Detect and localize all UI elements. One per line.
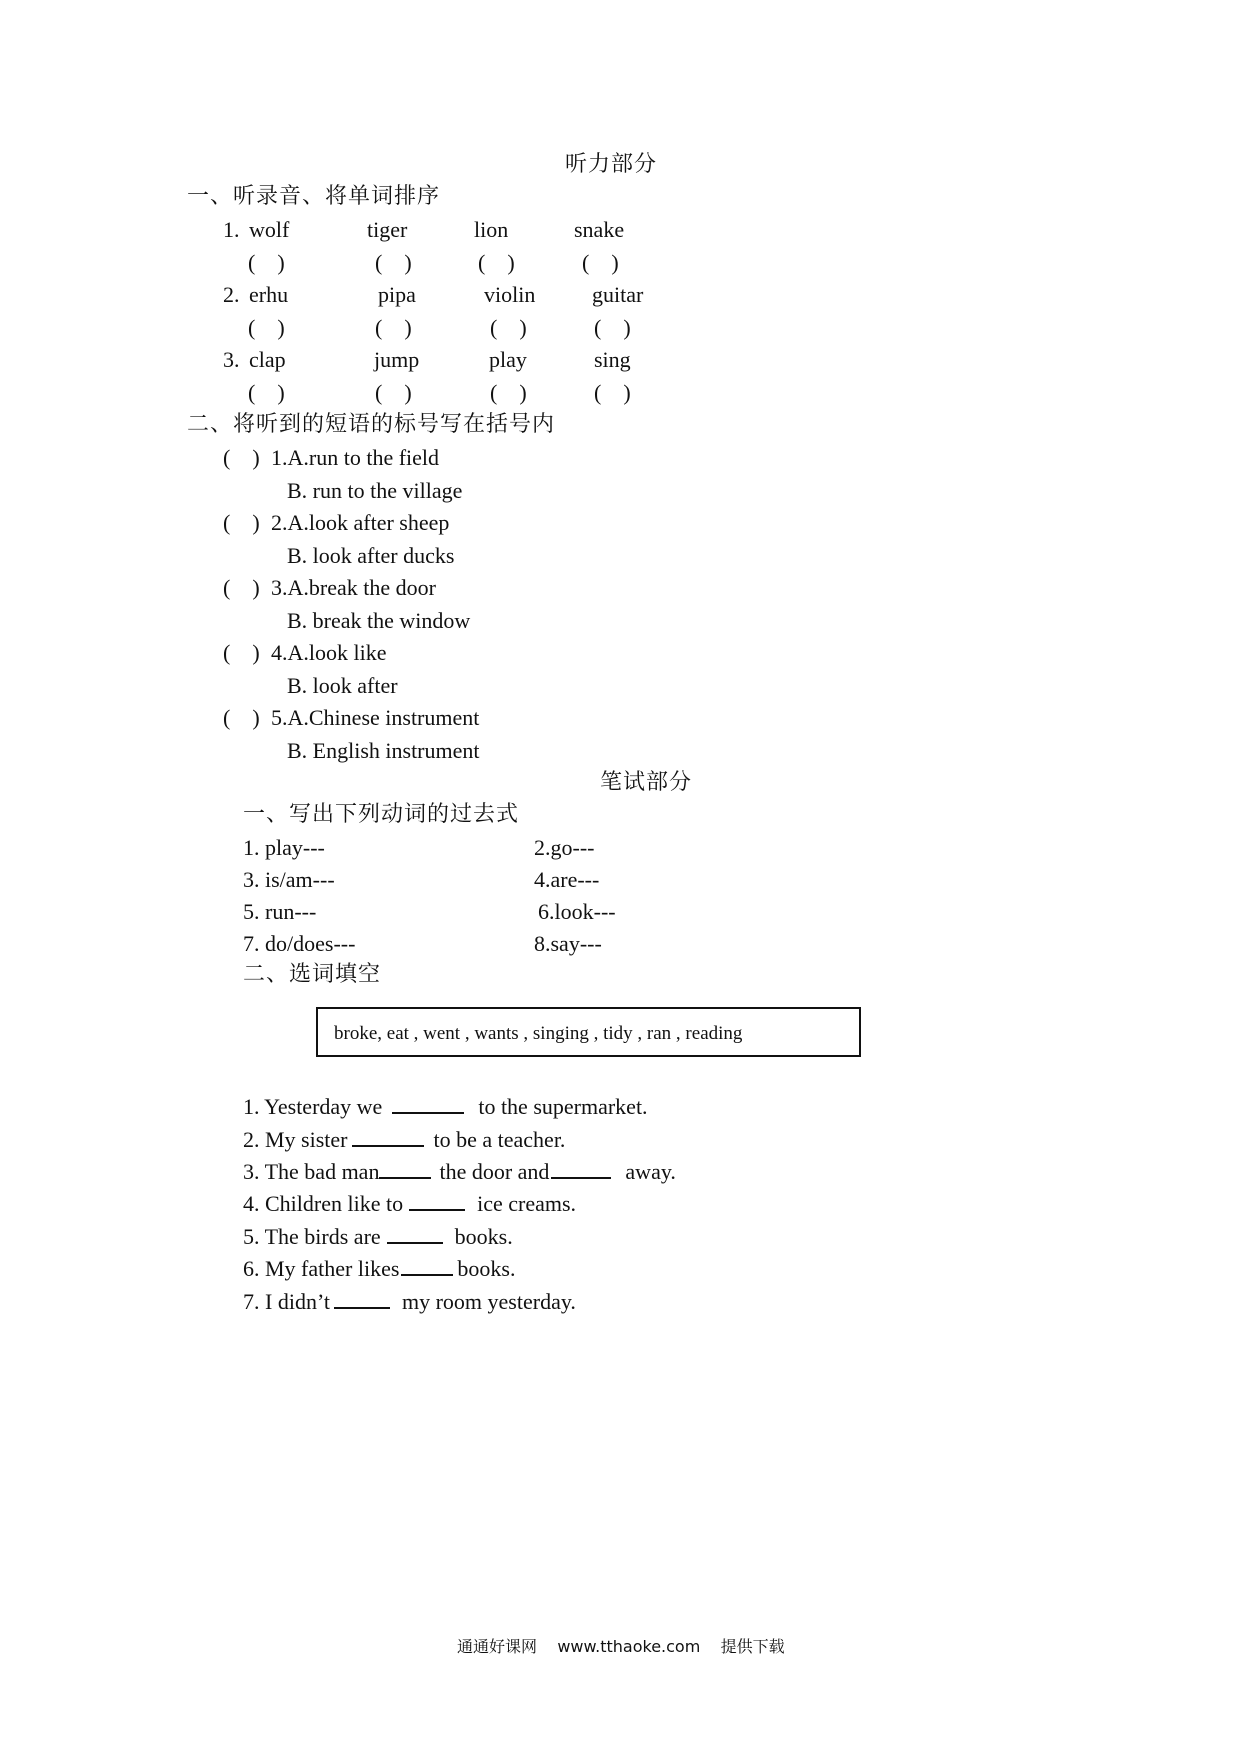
listening-title: 听力部分 xyxy=(565,152,658,177)
answer-blank xyxy=(379,1157,431,1179)
answer-blank xyxy=(409,1189,465,1211)
row2-word-4: guitar xyxy=(592,282,644,307)
sentence-3-end: away. xyxy=(625,1159,676,1184)
row2-word-3: violin xyxy=(484,282,536,307)
row1-word-3: lion xyxy=(474,217,509,242)
answer-paren: ( ) xyxy=(248,380,285,405)
sentence-5 xyxy=(243,1222,513,1250)
answer-blank xyxy=(387,1222,443,1244)
row3-word-1: clap xyxy=(249,347,286,372)
answer-blank xyxy=(352,1125,424,1147)
answer-paren: ( ) xyxy=(223,445,260,470)
answer-paren: ( ) xyxy=(248,315,285,340)
sentence-1-start: 1. Yesterday we xyxy=(243,1094,383,1119)
answer-paren: ( ) xyxy=(594,315,631,340)
answer-paren: ( ) xyxy=(375,250,412,275)
answer-paren: ( ) xyxy=(490,315,527,340)
word-bank-box xyxy=(316,1007,861,1057)
phrase-2-option-a: 2.A.look after sheep xyxy=(271,510,450,535)
answer-paren: ( ) xyxy=(594,380,631,405)
answer-paren: ( ) xyxy=(223,705,260,730)
sentence-3-start: 3. The bad man xyxy=(243,1159,380,1184)
row2-word-1: erhu xyxy=(249,282,289,307)
sentence-2-end: to be a teacher. xyxy=(433,1127,566,1152)
row2-word-2: pipa xyxy=(378,282,416,307)
row3-number: 3. xyxy=(223,347,240,372)
sentence-7 xyxy=(243,1287,576,1315)
verb-item-7: 7. do/does--- xyxy=(243,931,356,956)
answer-blank xyxy=(551,1157,611,1179)
sentence-6-start: 6. My father likes xyxy=(243,1256,400,1281)
sentence-4-start: 4. Children like to xyxy=(243,1191,404,1216)
sentence-1 xyxy=(243,1092,648,1120)
row2-number: 2. xyxy=(223,282,240,307)
written-section2-heading: 二、选词填空 xyxy=(243,962,382,987)
sentence-3 xyxy=(243,1157,676,1185)
sentence-7-start: 7. I didn’t xyxy=(243,1289,330,1314)
answer-paren: ( ) xyxy=(490,380,527,405)
sentence-4 xyxy=(243,1189,576,1217)
row1-word-2: tiger xyxy=(367,217,408,242)
written-title: 笔试部分 xyxy=(600,770,693,795)
sentence-5-start: 5. The birds are xyxy=(243,1224,381,1249)
answer-paren: ( ) xyxy=(375,380,412,405)
answer-paren: ( ) xyxy=(248,250,285,275)
sentence-5-end: books. xyxy=(454,1224,513,1249)
footer-text: 通通好课网 www.tthaoke.com 提供下载 xyxy=(457,1637,785,1656)
verb-item-3: 3. is/am--- xyxy=(243,867,335,892)
sentence-6-end: books. xyxy=(457,1256,516,1281)
row3-word-4: sing xyxy=(594,347,631,372)
sentence-7-end: my room yesterday. xyxy=(401,1289,576,1314)
sentence-6 xyxy=(243,1254,515,1282)
answer-paren: ( ) xyxy=(223,640,260,665)
verb-item-1: 1. play--- xyxy=(243,835,325,860)
answer-paren: ( ) xyxy=(375,315,412,340)
sentence-3-middle: the door and xyxy=(439,1159,550,1184)
phrase-2-option-b: B. look after ducks xyxy=(287,543,455,568)
sentence-4-end: ice creams. xyxy=(477,1191,577,1216)
listening-section1-heading: 一、听录音、将单词排序 xyxy=(187,184,441,209)
verb-item-5: 5. run--- xyxy=(243,899,317,924)
verb-item-4: 4.are--- xyxy=(534,867,600,892)
row1-word-4: snake xyxy=(574,217,625,242)
answer-blank xyxy=(334,1287,390,1309)
phrase-1-option-b: B. run to the village xyxy=(287,478,463,503)
row1-word-1: wolf xyxy=(249,217,290,242)
answer-blank xyxy=(401,1254,453,1276)
phrase-1-option-a: 1.A.run to the field xyxy=(271,445,440,470)
listening-section2-heading: 二、将听到的短语的标号写在括号内 xyxy=(187,412,556,437)
phrase-4-option-b: B. look after xyxy=(287,673,398,698)
phrase-5-option-b: B. English instrument xyxy=(287,738,480,763)
phrase-3-option-b: B. break the window xyxy=(287,608,471,633)
written-section1-heading: 一、写出下列动词的过去式 xyxy=(243,802,520,827)
phrase-4-option-a: 4.A.look like xyxy=(271,640,387,665)
verb-item-6: 6.look--- xyxy=(538,899,616,924)
word-bank-text: broke, eat , went , wants , singing , tidy , ran , reading xyxy=(334,1023,743,1044)
row3-word-3: play xyxy=(489,347,527,372)
phrase-3-option-a: 3.A.break the door xyxy=(271,575,436,600)
verb-item-2: 2.go--- xyxy=(534,835,595,860)
phrase-5-option-a: 5.A.Chinese instrument xyxy=(271,705,480,730)
answer-paren: ( ) xyxy=(582,250,619,275)
verb-item-8: 8.say--- xyxy=(534,931,602,956)
answer-paren: ( ) xyxy=(223,510,260,535)
row1-number: 1. xyxy=(223,217,240,242)
sentence-2 xyxy=(243,1125,565,1153)
answer-paren: ( ) xyxy=(478,250,515,275)
answer-paren: ( ) xyxy=(223,575,260,600)
sentence-2-start: 2. My sister xyxy=(243,1127,348,1152)
sentence-1-end: to the supermarket. xyxy=(478,1094,648,1119)
answer-blank xyxy=(392,1092,464,1114)
row3-word-2: jump xyxy=(374,347,420,372)
